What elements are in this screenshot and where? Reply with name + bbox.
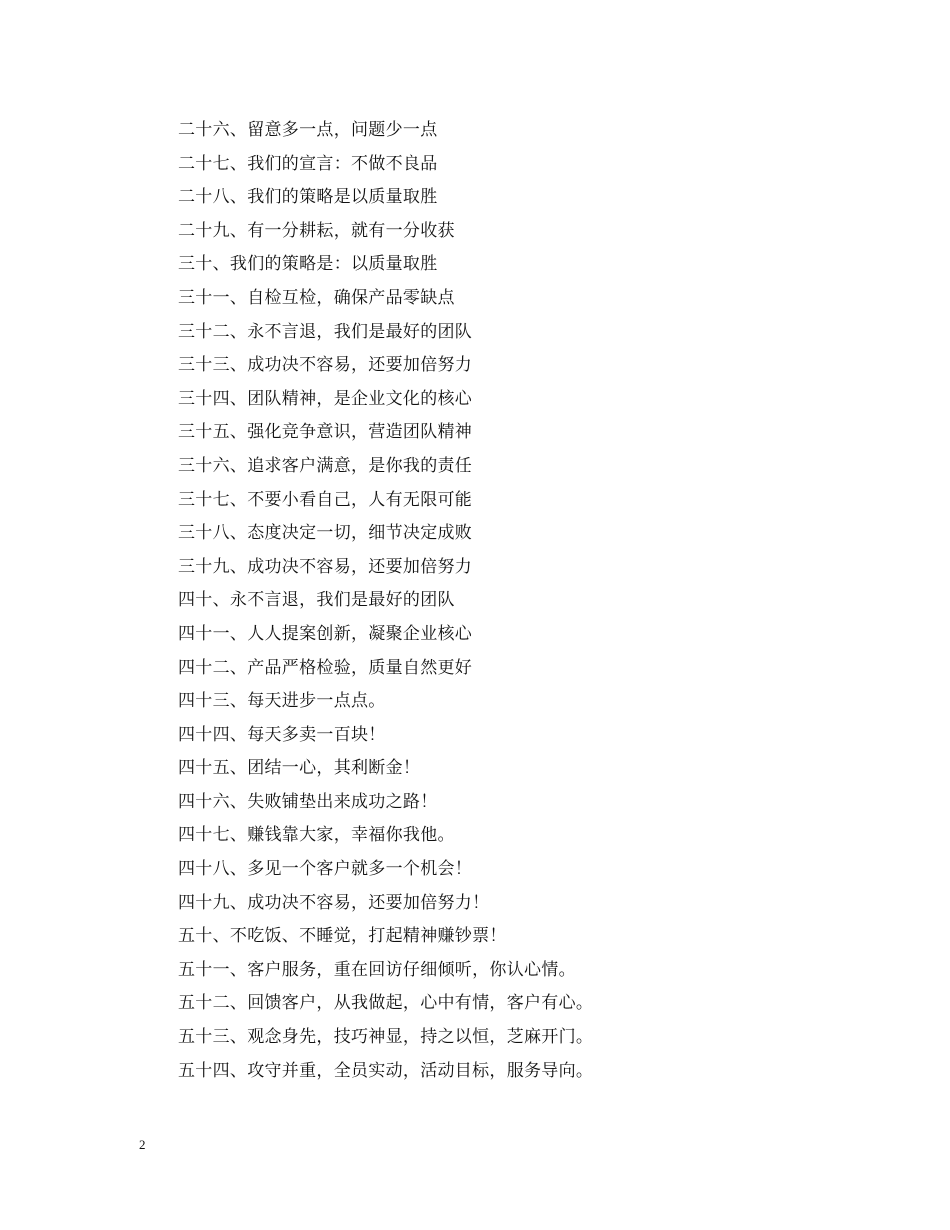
slogan-line: 五十一、客户服务，重在回访仔细倾听，你认心情。	[178, 959, 576, 980]
slogan-line: 四十三、每天进步一点点。	[178, 691, 386, 712]
slogan-line: 三十二、永不言退，我们是最好的团队	[178, 321, 473, 342]
slogan-line: 四十一、人人提案创新，凝聚企业核心	[178, 623, 473, 644]
slogan-line: 二十七、我们的宣言：不做不良品	[178, 153, 438, 174]
slogan-line: 三十六、追求客户满意，是你我的责任	[178, 455, 473, 476]
slogan-line: 二十九、有一分耕耘，就有一分收获	[178, 220, 455, 241]
slogan-line: 三十、我们的策略是：以质量取胜	[178, 254, 438, 275]
slogan-line: 五十三、观念身先，技巧神显，持之以恒，芝麻开门。	[178, 1027, 594, 1048]
slogan-line: 四十二、产品严格检验，质量自然更好	[178, 657, 473, 678]
slogan-line: 四十六、失败铺垫出来成功之路！	[178, 791, 438, 812]
slogan-line: 四十四、每天多卖一百块！	[178, 724, 386, 745]
slogan-line: 三十三、成功决不容易，还要加倍努力	[178, 355, 473, 376]
slogan-line: 四十五、团结一心，其利断金！	[178, 758, 421, 779]
slogan-line: 五十、不吃饭、不睡觉，打起精神赚钞票！	[178, 926, 507, 947]
slogan-line: 五十二、回馈客户，从我做起，心中有情，客户有心。	[178, 993, 594, 1014]
slogan-line: 二十六、留意多一点，问题少一点	[178, 120, 438, 140]
slogan-line: 三十七、不要小看自己，人有无限可能	[178, 489, 473, 510]
slogan-line: 三十一、自检互检，确保产品零缺点	[178, 287, 455, 308]
slogan-list	[178, 114, 593, 1088]
slogan-line: 五十四、攻守并重，全员实动，活动目标，服务导向。	[178, 1060, 594, 1081]
slogan-line: 三十九、成功决不容易，还要加倍努力	[178, 556, 473, 577]
slogan-line: 四十七、赚钱靠大家，幸福你我他。	[178, 825, 455, 846]
slogan-line: 三十五、强化竞争意识，营造团队精神	[178, 422, 473, 443]
page-number: 2	[139, 1137, 146, 1152]
slogan-line: 三十四、团队精神，是企业文化的核心	[178, 388, 473, 409]
slogan-line: 四十八、多见一个客户就多一个机会！	[178, 859, 473, 880]
slogan-line: 四十九、成功决不容易，还要加倍努力！	[178, 892, 490, 913]
slogan-line: 三十八、态度决定一切，细节决定成败	[178, 523, 473, 544]
slogan-line: 二十八、我们的策略是以质量取胜	[178, 187, 438, 208]
slogan-line: 四十、永不言退，我们是最好的团队	[178, 590, 455, 611]
